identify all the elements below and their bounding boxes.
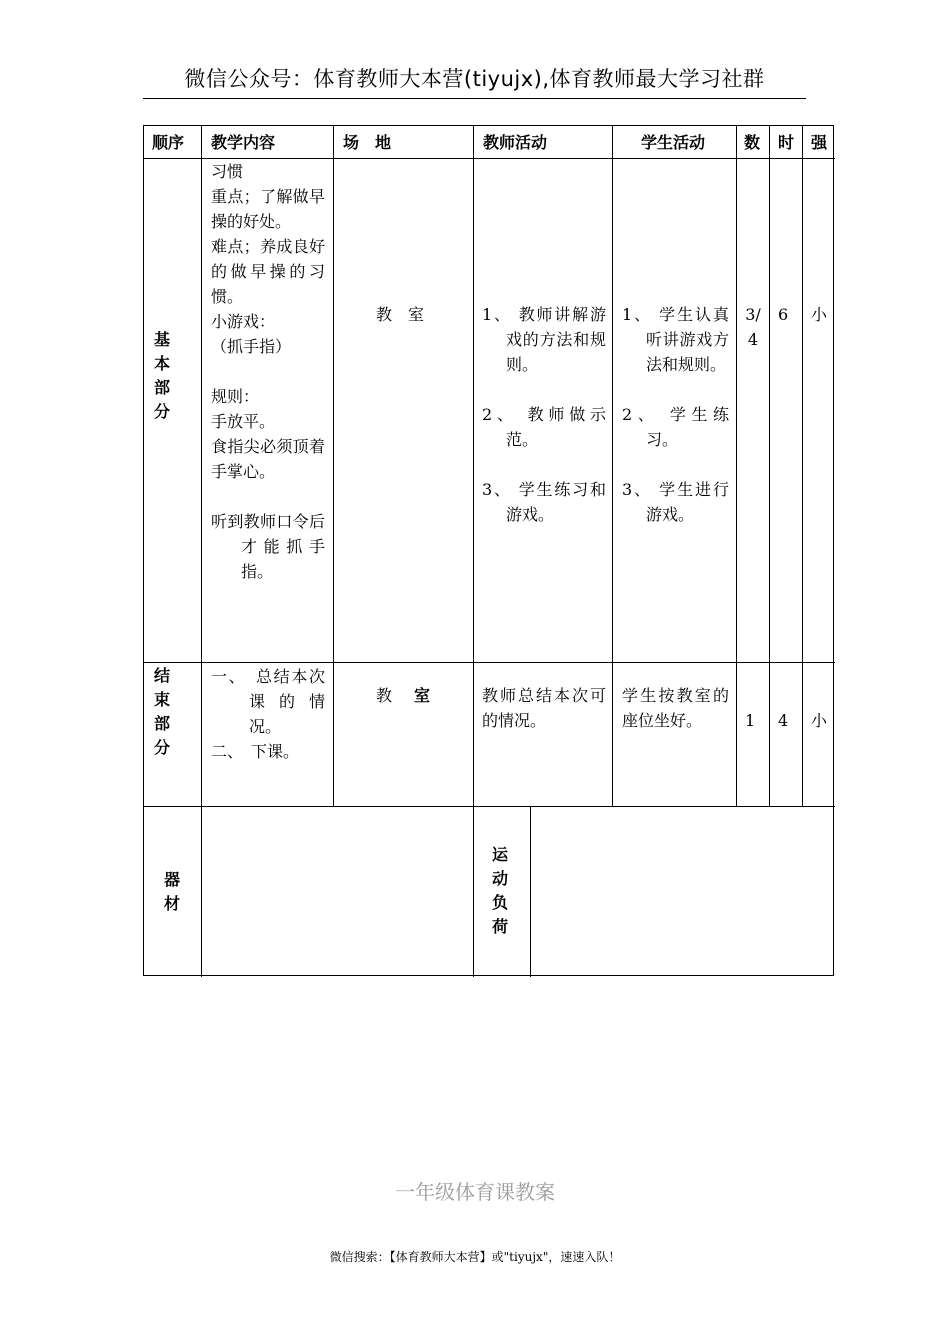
footer-ad: 微信搜索：【体育教师大本营】或"tiyujx"，速速入队！ bbox=[329, 1250, 621, 1264]
col-divider bbox=[333, 126, 334, 806]
ending-venue-a: 教 bbox=[376, 686, 393, 705]
ending-student: 学生按教室的座位坐好。 bbox=[622, 686, 729, 730]
basic-content bbox=[211, 159, 325, 584]
exercise-load-label: 运动负荷 bbox=[492, 845, 509, 936]
basic-count: 3/4 bbox=[745, 305, 761, 349]
section-label-ending: 结束部分 bbox=[154, 666, 171, 757]
ending-intensity: 小 bbox=[811, 711, 828, 730]
content-line: （抓手指） bbox=[211, 337, 292, 356]
content-spacer bbox=[211, 359, 325, 384]
content-line: 听到教师口令后才能抓手指。 bbox=[211, 512, 325, 581]
row-divider bbox=[144, 806, 835, 807]
section-label-basic: 基本部分 bbox=[154, 330, 171, 421]
teacher-step: 1、 教师讲解游戏的方法和规则。 bbox=[482, 305, 606, 374]
student-step: 3、 学生进行游戏。 bbox=[622, 480, 729, 524]
page-header: 微信公众号：体育教师大本营(tiyujx),体育教师最大学习社群 bbox=[143, 60, 806, 99]
content-line: 一、 总结本次课的情况。 bbox=[211, 667, 325, 736]
row-divider bbox=[144, 662, 835, 663]
col-header-content: 教学内容 bbox=[211, 133, 276, 152]
col-header-time: 时 bbox=[778, 133, 795, 152]
content-spacer bbox=[211, 484, 325, 509]
basic-intensity: 小 bbox=[811, 305, 828, 324]
col-divider bbox=[473, 126, 474, 977]
document-title: 一年级体育课教案 bbox=[395, 1180, 555, 1204]
basic-time: 6 bbox=[778, 305, 789, 324]
student-step: 1、 学生认真听讲游戏方法和规则。 bbox=[622, 305, 729, 374]
basic-student bbox=[622, 302, 729, 527]
teacher-step: 3、 学生练习和游戏。 bbox=[482, 480, 606, 524]
ending-count: 1 bbox=[745, 711, 756, 730]
content-line: 重点；了解做早操的好处。 bbox=[211, 187, 325, 231]
basic-teacher bbox=[482, 302, 606, 527]
ending-venue-b: 室 bbox=[414, 686, 431, 705]
col-header-venue: 场 地 bbox=[343, 133, 392, 152]
col-header-order: 顺序 bbox=[152, 133, 185, 152]
ending-time: 4 bbox=[778, 711, 789, 730]
lesson-plan-table bbox=[143, 125, 834, 976]
col-divider bbox=[802, 126, 803, 806]
col-divider bbox=[201, 126, 202, 977]
content-line: 规则： bbox=[211, 387, 260, 406]
content-line: 难点；养成良好的做早操的习惯。 bbox=[211, 237, 325, 306]
col-divider bbox=[530, 806, 531, 977]
col-header-count: 数 bbox=[744, 133, 761, 152]
ending-teacher: 教师总结本次可的情况。 bbox=[482, 686, 606, 730]
content-line: 二、 下课。 bbox=[211, 742, 300, 761]
basic-venue: 教 室 bbox=[376, 305, 425, 324]
equipment-label: 器材 bbox=[164, 870, 181, 913]
content-line: 食指尖必须顶着手掌心。 bbox=[211, 437, 325, 481]
content-line: 手放平。 bbox=[211, 412, 276, 431]
col-divider bbox=[769, 126, 770, 806]
content-line: 小游戏： bbox=[211, 312, 276, 331]
teacher-step: 2、 教师做示范。 bbox=[482, 405, 606, 449]
col-divider bbox=[612, 126, 613, 806]
col-header-student: 学生活动 bbox=[641, 133, 706, 152]
col-header-teacher: 教师活动 bbox=[483, 133, 548, 152]
col-divider bbox=[736, 126, 737, 806]
student-step: 2、 学生练习。 bbox=[622, 405, 729, 449]
content-line: 习惯 bbox=[211, 162, 244, 181]
ending-content bbox=[211, 664, 325, 764]
col-header-intensity: 强 bbox=[811, 133, 828, 152]
